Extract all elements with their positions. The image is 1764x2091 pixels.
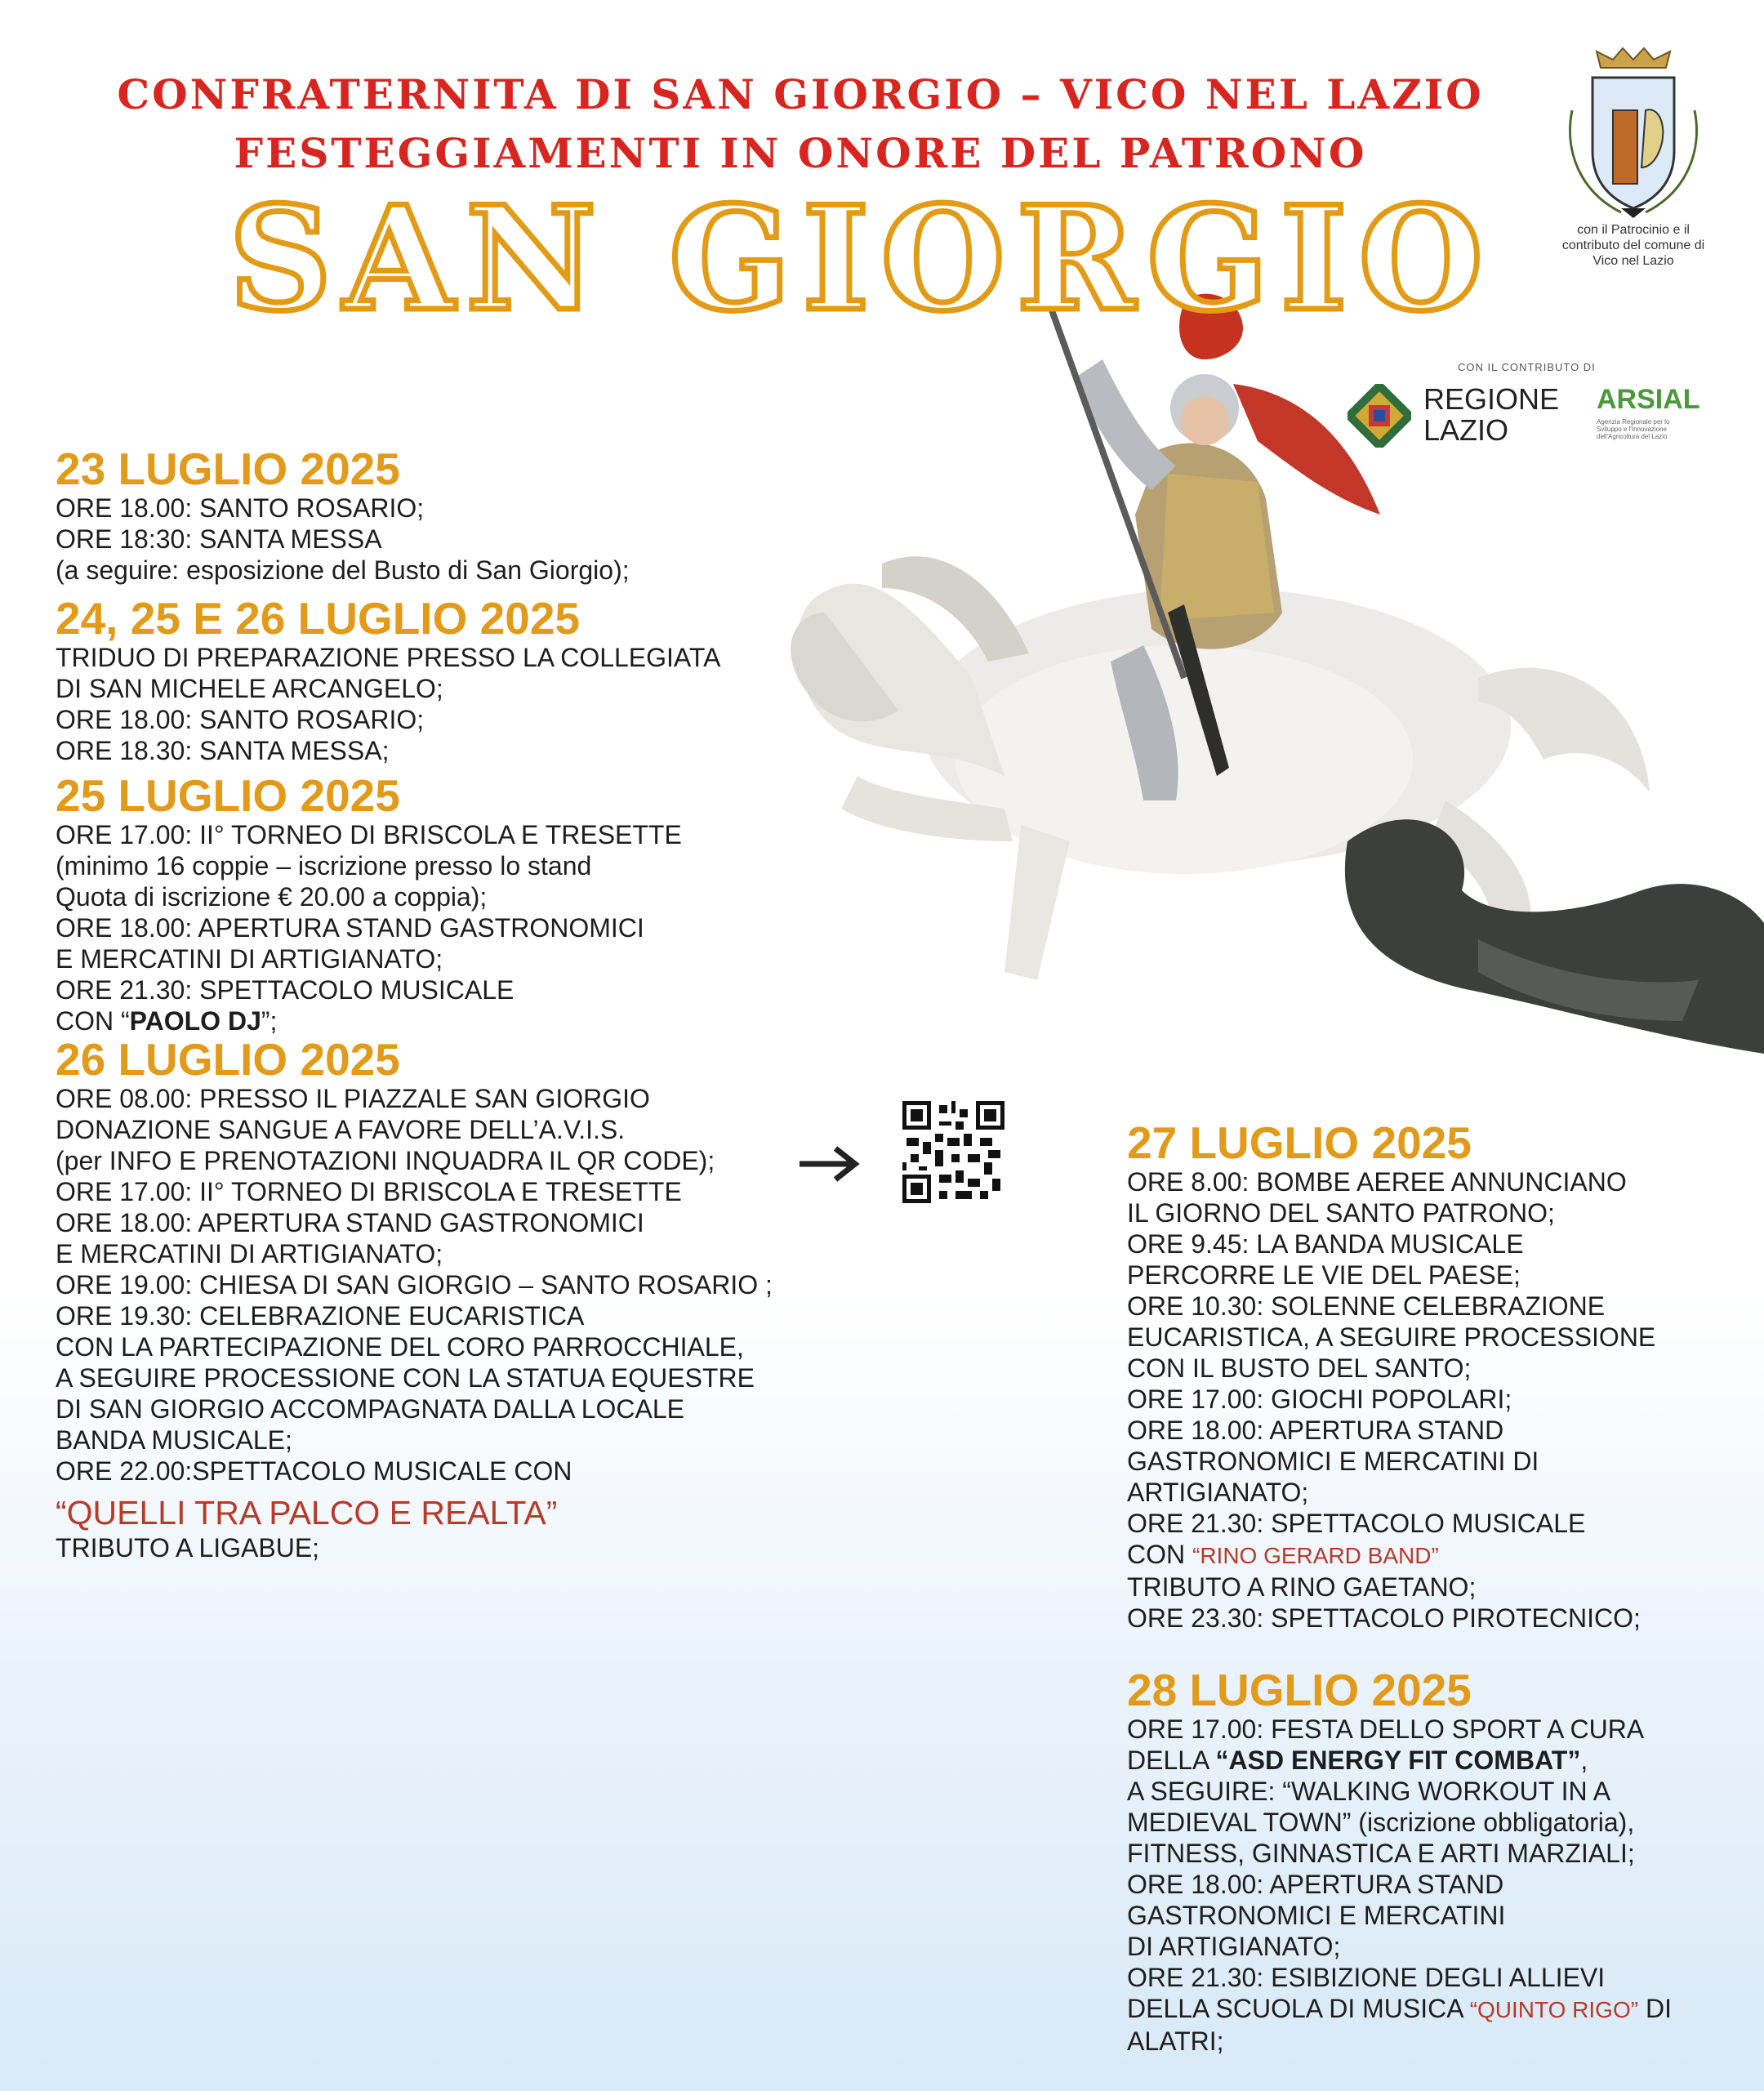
schedule-line: ORE 10.30: SOLENNE CELEBRAZIONE xyxy=(1127,1291,1606,1321)
schedule-line: TRIDUO DI PREPARAZIONE PRESSO LA COLLEGIATA xyxy=(56,643,721,672)
schedule-line: ORE 18.00: APERTURA STAND GASTRONOMICI xyxy=(56,1208,644,1237)
schedule-line: DI ARTIGIANATO; xyxy=(1127,1932,1341,1961)
schedule-line: PERCORRE LE VIE DEL PAESE; xyxy=(1127,1260,1521,1290)
schedule-line: ORE 18.00: APERTURA STAND GASTRONOMICI xyxy=(56,913,644,943)
schedule-line: IL GIORNO DEL SANTO PATRONO; xyxy=(1127,1198,1555,1228)
schedule-line: TRIBUTO A RINO GAETANO; xyxy=(1127,1572,1477,1602)
schedule-line: CON LA PARTECIPAZIONE DEL CORO PARROCCHIALE, xyxy=(56,1332,744,1362)
text-part: ”; xyxy=(261,1006,278,1036)
schedule-line: DONAZIONE SANGUE A FAVORE DELL’A.V.I.S. xyxy=(56,1115,626,1144)
schedule-line: ORE 19.00: CHIESA DI SAN GIORGIO – SANTO ROSARIO ; xyxy=(56,1270,773,1300)
schedule-line: ORE 17.00: FESTA DELLO SPORT A CURA xyxy=(1127,1714,1645,1744)
regione-line2: LAZIO xyxy=(1423,413,1509,447)
schedule-line: ORE 17.00: II° TORNEO DI BRISCOLA E TRESETTE xyxy=(56,1177,682,1206)
schedule-line: ORE 18.30: SANTA MESSA; xyxy=(56,736,390,765)
schedule-line: ORE 21.30: SPETTACOLO MUSICALE xyxy=(1127,1509,1586,1538)
schedule-line xyxy=(1127,1539,1655,1572)
schedule-line: ORE 21.30: ESIBIZIONE DEGLI ALLIEVI xyxy=(1127,1963,1606,1992)
schedule-line: CON IL BUSTO DEL SANTO; xyxy=(1127,1353,1472,1383)
schedule-line: ORE 19.30: CELEBRAZIONE EUCARISTICA xyxy=(56,1301,585,1331)
day-28-block xyxy=(1127,1666,1672,2057)
artist-name: “RINO GERARD BAND” xyxy=(1192,1543,1439,1568)
organizer-heading: CONFRATERNITA DI SAN GIORGIO – VICO NEL LAZIO xyxy=(117,70,1484,118)
schedule-line: Quota di iscrizione € 20.00 a coppia); xyxy=(56,882,488,912)
day-27-block xyxy=(1127,1119,1655,1634)
schedule-line xyxy=(56,1005,682,1037)
schedule-line: E MERCATINI DI ARTIGIANATO; xyxy=(56,1239,443,1268)
schedule-line: (minimo 16 coppie – iscrizione presso lo stand xyxy=(56,851,592,881)
schedule-line: ORE 23.30: SPETTACOLO PIROTECNICO; xyxy=(1127,1603,1641,1633)
schedule-line: ORE 21.30: SPETTACOLO MUSICALE xyxy=(56,975,514,1005)
day-23-block xyxy=(56,445,630,586)
schedule-line xyxy=(1127,1993,1672,2026)
day-25-block xyxy=(56,772,682,1037)
schedule-line: ORE 18.00: APERTURA STAND xyxy=(1127,1870,1504,1899)
schedule-line: ORE 17.00: II° TORNEO DI BRISCOLA E TRESETTE xyxy=(56,820,682,849)
text-part: DELLA SCUOLA DI MUSICA xyxy=(1127,1994,1470,2023)
crest-icon xyxy=(1556,45,1711,221)
schedule-line: ORE 18.00: SANTO ROSARIO; xyxy=(56,705,425,734)
day-24-26-block xyxy=(56,595,720,766)
schedule-line: ORE 8.00: BOMBE AEREE ANNUNCIANO xyxy=(1127,1167,1627,1197)
schedule-line: GASTRONOMICI E MERCATINI xyxy=(1127,1901,1506,1930)
schedule-line: ORE 18.00: SANTO ROSARIO; xyxy=(56,493,425,523)
day-date: 23 LUGLIO 2025 xyxy=(56,444,400,494)
page-title: SAN GIORGIO xyxy=(229,176,1494,343)
schedule-line: A SEGUIRE PROCESSIONE CON LA STATUA EQUESTRE xyxy=(56,1363,755,1393)
day-date: 27 LUGLIO 2025 xyxy=(1127,1117,1472,1168)
schedule-line: ORE 17.00: GIOCHI POPOLARI; xyxy=(1127,1384,1512,1414)
qr-code-icon[interactable] xyxy=(902,1101,1004,1203)
schedule-line: ORE 9.45: LA BANDA MUSICALE xyxy=(1127,1229,1524,1259)
patronage-caption: con il Patrocinio e il contributo del comune di Vico nel Lazio xyxy=(1561,223,1705,268)
artist-name: PAOLO DJ xyxy=(129,1006,261,1036)
schedule-line: FITNESS, GINNASTICA E ARTI MARZIALI; xyxy=(1127,1839,1635,1868)
arsial-subtitle: Agenzia Regionale per lo Sviluppo e l'Innovazione dell'Agricoltura del Lazio xyxy=(1597,418,1670,440)
text-part: , xyxy=(1580,1745,1588,1775)
schedule-line: BANDA MUSICALE; xyxy=(56,1425,292,1455)
text-part: CON “ xyxy=(56,1006,130,1036)
day-date: 26 LUGLIO 2025 xyxy=(56,1034,400,1085)
arsial-logo: ARSIAL xyxy=(1597,384,1700,415)
schedule-line: (a seguire: esposizione del Busto di San Giorgio); xyxy=(56,555,630,585)
schedule-line xyxy=(1127,1745,1672,1776)
regione-lazio-text xyxy=(1423,384,1559,446)
day-date: 28 LUGLIO 2025 xyxy=(1127,1665,1472,1715)
day-date: 25 LUGLIO 2025 xyxy=(56,770,400,821)
schedule-line: ORE 08.00: PRESSO IL PIAZZALE SAN GIORGIO xyxy=(56,1084,650,1113)
organizer-name: “ASD ENERGY FIT COMBAT” xyxy=(1215,1745,1581,1775)
schedule-line: MEDIEVAL TOWN” (iscrizione obbligatoria), xyxy=(1127,1808,1635,1837)
schedule-line: DI SAN MICHELE ARCANGELO; xyxy=(56,674,443,703)
schedule-line: A SEGUIRE: “WALKING WORKOUT IN A xyxy=(1127,1777,1611,1806)
school-name: “QUINTO RIGO” xyxy=(1469,1997,1639,2022)
schedule-line: TRIBUTO A LIGABUE; xyxy=(56,1533,320,1563)
schedule-line: ORE 18.00: APERTURA STAND xyxy=(1127,1416,1504,1445)
schedule-line: (per INFO E PRENOTAZIONI INQUADRA IL QR CODE); xyxy=(56,1146,715,1175)
schedule-line: EUCARISTICA, A SEGUIRE PROCESSIONE xyxy=(1127,1322,1656,1352)
text-part: CON xyxy=(1127,1540,1192,1569)
artist-name: “QUELLI TRA PALCO E REALTA” xyxy=(56,1494,558,1531)
schedule-line: ORE 22.00:SPETTACOLO MUSICALE CON xyxy=(56,1456,572,1486)
text-part: DI xyxy=(1638,1994,1672,2023)
regione-lazio-logo-icon xyxy=(1348,384,1411,448)
schedule-line: E MERCATINI DI ARTIGIANATO; xyxy=(56,944,443,974)
schedule-line: ORE 18:30: SANTA MESSA xyxy=(56,524,382,554)
schedule-line: GASTRONOMICI E MERCATINI DI xyxy=(1127,1447,1539,1476)
regione-line1: REGIONE xyxy=(1423,382,1560,416)
arrow-right-icon xyxy=(796,1144,862,1184)
schedule-line: DI SAN GIORGIO ACCOMPAGNATA DALLA LOCALE xyxy=(56,1394,684,1424)
text-part: DELLA xyxy=(1127,1745,1216,1775)
event-subheading: FESTEGGIAMENTI IN ONORE DEL PATRONO xyxy=(234,129,1367,177)
schedule-line: ALATRI; xyxy=(1127,2026,1224,2056)
day-26-block xyxy=(56,1036,773,1563)
day-date: 24, 25 E 26 LUGLIO 2025 xyxy=(56,593,581,644)
contribution-label: CON IL CONTRIBUTO DI xyxy=(1458,361,1596,373)
schedule-line: ARTIGIANATO; xyxy=(1127,1478,1309,1507)
